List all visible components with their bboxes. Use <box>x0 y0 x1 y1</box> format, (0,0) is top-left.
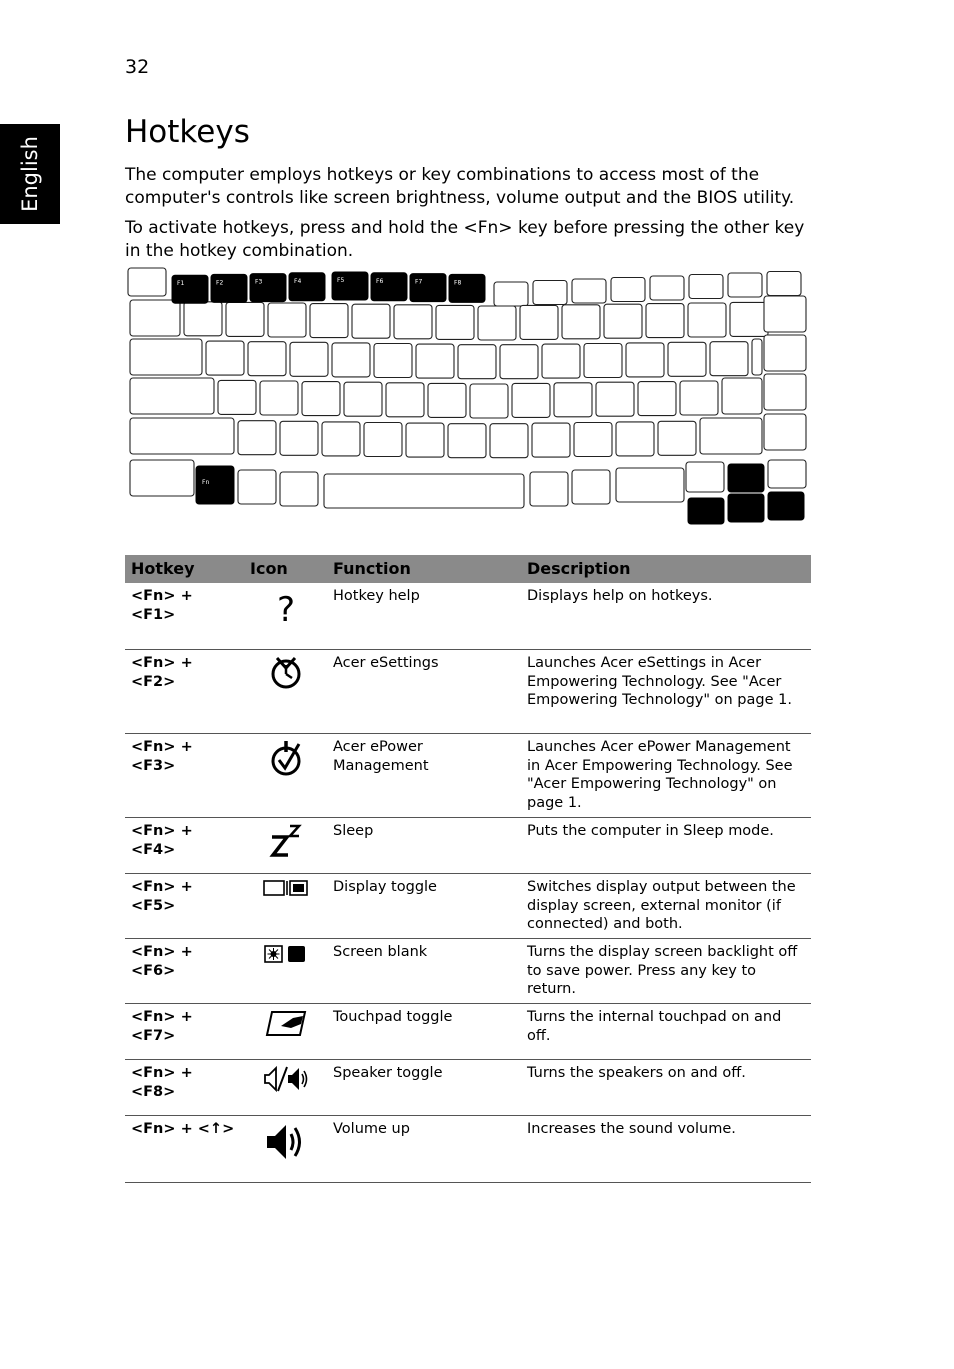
keyboard-key <box>764 296 806 332</box>
keyboard-key <box>406 423 444 457</box>
keyboard-key <box>688 303 726 337</box>
hotkey-table <box>125 555 811 1183</box>
icon-cell <box>244 1004 327 1060</box>
header-function: Function <box>327 555 521 583</box>
hotkey-cell: <Fn> + <F4> <box>125 818 244 874</box>
keyboard-key <box>128 268 166 296</box>
page-title: Hotkeys <box>125 114 250 150</box>
keyboard-key <box>604 304 642 338</box>
hotkey-cell: <Fn> + <F8> <box>125 1060 244 1116</box>
keyboard-key <box>416 344 454 378</box>
description-cell: Increases the sound volume. <box>521 1116 811 1183</box>
table-row <box>125 1116 811 1183</box>
keyboard-key <box>680 381 718 415</box>
hotkey-cell: <Fn> + <F3> <box>125 734 244 818</box>
keyboard-key <box>764 414 806 450</box>
icon-cell <box>244 1116 327 1183</box>
keyboard-key <box>280 472 318 506</box>
function-cell: Acer eSettings <box>327 650 521 734</box>
table-row <box>125 734 811 818</box>
keyboard-key <box>686 462 724 492</box>
keyboard-key <box>322 422 360 456</box>
keyboard-key <box>470 384 508 418</box>
screen-blank-icon <box>262 943 310 965</box>
keyboard-key <box>206 341 244 375</box>
keyboard-key <box>302 382 340 416</box>
space-bar <box>324 474 524 508</box>
keyboard-key <box>616 468 684 502</box>
keyboard-key <box>554 383 592 417</box>
fn-key-label: Fn <box>202 479 210 486</box>
language-tab-label: English <box>18 136 42 212</box>
function-cell: Volume up <box>327 1116 521 1183</box>
keyboard-key <box>574 423 612 457</box>
keyboard-key <box>584 344 622 378</box>
table-row <box>125 1060 811 1116</box>
keyboard-key <box>130 418 234 454</box>
function-key-label: F6 <box>376 277 384 285</box>
function-cell: Display toggle <box>327 874 521 939</box>
function-cell: Speaker toggle <box>327 1060 521 1116</box>
keyboard-key <box>310 304 348 338</box>
keyboard-key <box>226 302 264 336</box>
keyboard-key <box>530 472 568 506</box>
keyboard-key <box>710 342 748 376</box>
keyboard-illustration <box>124 266 810 528</box>
keyboard-key <box>532 423 570 457</box>
hotkey-cell: <Fn> + <F1> <box>125 583 244 650</box>
function-cell: Acer ePower Management <box>327 734 521 818</box>
keyboard-key <box>533 281 567 305</box>
function-key-label: F3 <box>255 278 263 286</box>
icon-cell <box>244 818 327 874</box>
icon-cell <box>244 1060 327 1116</box>
keyboard-key <box>494 282 528 306</box>
fn-key-reference: <Fn> <box>463 218 513 238</box>
keyboard-key <box>542 344 580 378</box>
table-row <box>125 650 811 734</box>
function-key-label: F4 <box>294 277 302 285</box>
keyboard-key <box>500 345 538 379</box>
arrow-right-key <box>768 492 804 520</box>
hotkey-cell: <Fn> + <↑> <box>125 1116 244 1183</box>
keyboard-key <box>458 345 496 379</box>
description-cell: Displays help on hotkeys. <box>521 583 811 650</box>
header-description: Description <box>521 555 811 583</box>
function-key-label: F5 <box>337 277 345 284</box>
svg-text:?: ? <box>276 590 295 627</box>
icon-cell <box>244 583 327 650</box>
keyboard-key <box>268 303 306 337</box>
function-key-label: F7 <box>415 278 423 286</box>
keyboard-key <box>646 304 684 338</box>
keyboard-key <box>218 380 256 414</box>
keyboard-key <box>344 382 382 416</box>
keyboard-key <box>626 343 664 377</box>
keyboard-key <box>248 342 286 376</box>
question-mark-icon <box>266 587 306 627</box>
header-icon: Icon <box>244 555 327 583</box>
keyboard-key <box>658 421 696 455</box>
description-cell: Launches Acer ePower Management in Acer Empowering Technology. See "Acer Empowering Technology" on page 1. <box>521 734 811 818</box>
hotkey-cell: <Fn> + <F7> <box>125 1004 244 1060</box>
keyboard-key <box>364 423 402 457</box>
keyboard-key <box>352 304 390 338</box>
function-cell: Touchpad toggle <box>327 1004 521 1060</box>
arrow-up-key <box>728 464 764 492</box>
keyboard-key <box>332 343 370 377</box>
keyboard-key <box>689 275 723 299</box>
keyboard-key <box>512 383 550 417</box>
keyboard-key <box>130 300 180 336</box>
activation-text-end: key before pressing the other key in the hotkey combination. <box>125 218 805 261</box>
activation-text-start: To activate hotkeys, press and hold the <box>125 218 464 238</box>
function-key-label: F2 <box>216 279 224 287</box>
function-cell: Hotkey help <box>327 583 521 650</box>
language-tab <box>0 124 60 224</box>
keyboard-key <box>611 278 645 302</box>
epower-icon <box>268 738 304 778</box>
keyboard-key <box>374 344 412 378</box>
icon-cell <box>244 874 327 939</box>
display-toggle-icon <box>262 878 310 898</box>
speaker-toggle-icon <box>263 1064 309 1094</box>
activation-paragraph <box>125 217 815 263</box>
table-row <box>125 818 811 874</box>
keyboard-key <box>394 305 432 339</box>
table-row <box>125 939 811 1004</box>
function-cell: Screen blank <box>327 939 521 1004</box>
function-key-label: F1 <box>177 280 185 288</box>
description-cell: Switches display output between the display screen, external monitor (if connected) and both. <box>521 874 811 939</box>
keyboard-key <box>238 470 276 504</box>
function-cell: Sleep <box>327 818 521 874</box>
keyboard-key <box>562 305 600 339</box>
keyboard-key <box>130 378 214 414</box>
keyboard-key <box>428 383 466 417</box>
keyboard-key <box>386 383 424 417</box>
hotkey-cell: <Fn> + <F5> <box>125 874 244 939</box>
keyboard-key <box>572 279 606 303</box>
keyboard-key <box>764 335 806 371</box>
keyboard-key <box>730 302 768 336</box>
keyboard-key <box>290 342 328 376</box>
keyboard-key <box>728 273 762 297</box>
icon-cell <box>244 734 327 818</box>
keyboard-key <box>650 276 684 300</box>
keyboard-key <box>572 470 610 504</box>
icon-cell <box>244 650 327 734</box>
description-cell: Turns the internal touchpad on and off. <box>521 1004 811 1060</box>
keyboard-key <box>448 424 486 458</box>
intro-paragraph: The computer employs hotkeys or key combinations to access most of the computer's controls like screen brightness, volume output and the BIOS utility. <box>125 165 795 208</box>
table-row <box>125 583 811 650</box>
keyboard-key <box>638 382 676 416</box>
keyboard-key <box>184 302 222 336</box>
description-cell: Puts the computer in Sleep mode. <box>521 818 811 874</box>
keyboard-key <box>520 305 558 339</box>
keyboard-key <box>490 424 528 458</box>
sleep-icon <box>268 822 304 858</box>
keyboard-key <box>596 382 634 416</box>
arrow-down-key <box>728 494 764 522</box>
keyboard-key <box>436 305 474 339</box>
hotkey-cell: <Fn> + <F6> <box>125 939 244 1004</box>
header-hotkey: Hotkey <box>125 555 244 583</box>
keyboard-key <box>130 339 202 375</box>
page-number: 32 <box>125 56 150 78</box>
esettings-icon <box>268 654 304 690</box>
touchpad-toggle-icon <box>263 1008 309 1038</box>
icon-cell <box>244 939 327 1004</box>
description-cell: Turns the display screen backlight off to save power. Press any key to return. <box>521 939 811 1004</box>
keyboard-key <box>668 342 706 376</box>
keyboard-key <box>768 460 806 488</box>
function-key-label: F8 <box>454 279 462 287</box>
keyboard-key <box>260 381 298 415</box>
table-row <box>125 1004 811 1060</box>
keyboard-key <box>280 421 318 455</box>
arrow-left-key <box>688 498 724 524</box>
keyboard-key <box>238 421 276 455</box>
keyboard-key <box>722 378 762 414</box>
keyboard-key <box>767 272 801 296</box>
keyboard-key <box>616 422 654 456</box>
keyboard-key <box>700 418 762 454</box>
volume-up-icon <box>264 1120 308 1164</box>
keyboard-key <box>478 306 516 340</box>
description-cell: Turns the speakers on and off. <box>521 1060 811 1116</box>
keyboard-key <box>752 339 762 375</box>
keyboard-key <box>130 460 194 496</box>
table-row <box>125 874 811 939</box>
keyboard-key <box>764 374 806 410</box>
description-cell: Launches Acer eSettings in Acer Empowering Technology. See "Acer Empowering Technology" on page 1. <box>521 650 811 734</box>
table-header-row <box>125 555 811 583</box>
hotkey-cell: <Fn> + <F2> <box>125 650 244 734</box>
